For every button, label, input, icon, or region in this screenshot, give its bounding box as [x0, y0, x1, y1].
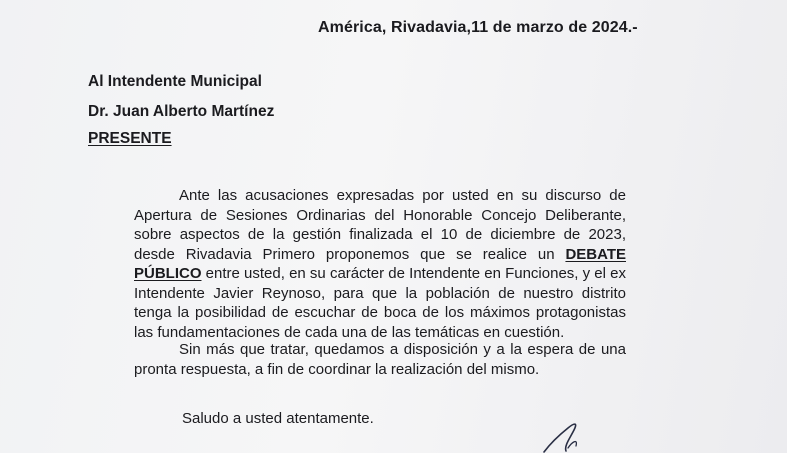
- recipient-name: Dr. Juan Alberto Martínez: [88, 103, 275, 120]
- signature-stroke: [544, 424, 576, 452]
- paragraph-1-text-b: entre usted, en su carácter de Intendente en Funciones, y el ex Intendente Javier Reynoso, para que la población de nuestro distrito tenga la posibilidad de escuchar de boca de los máximos protagonistas las fundamentaciones de cada una de las temáticas en cuestión.: [134, 265, 626, 341]
- body-paragraph-1: [134, 186, 626, 342]
- paragraph-1-text-a: Ante las acusaciones expresadas por usted en su discurso de Apertura de Sesiones Ordinarias del Honorable Concejo Deliberante, sobre aspectos de la gestión finalizada el 10 de diciembre de 2023, desde Rivadavia Primero proponemos que se realice un: [134, 187, 626, 263]
- date-line: América, Rivadavia,11 de marzo de 2024.-: [318, 19, 638, 36]
- signature-mark: [538, 418, 598, 453]
- body-paragraph-2: Sin más que tratar, quedamos a disposición y a la espera de una pronta respuesta, a fin de coordinar la realización del mismo.: [134, 341, 626, 378]
- presente-heading: PRESENTE: [88, 130, 172, 147]
- closing-line: Saludo a usted atentamente.: [182, 410, 374, 427]
- debate-publico-emphasis: DEBATE PÚBLICO: [134, 245, 626, 282]
- recipient-title: Al Intendente Municipal: [88, 73, 262, 90]
- signature-loop: [568, 442, 576, 448]
